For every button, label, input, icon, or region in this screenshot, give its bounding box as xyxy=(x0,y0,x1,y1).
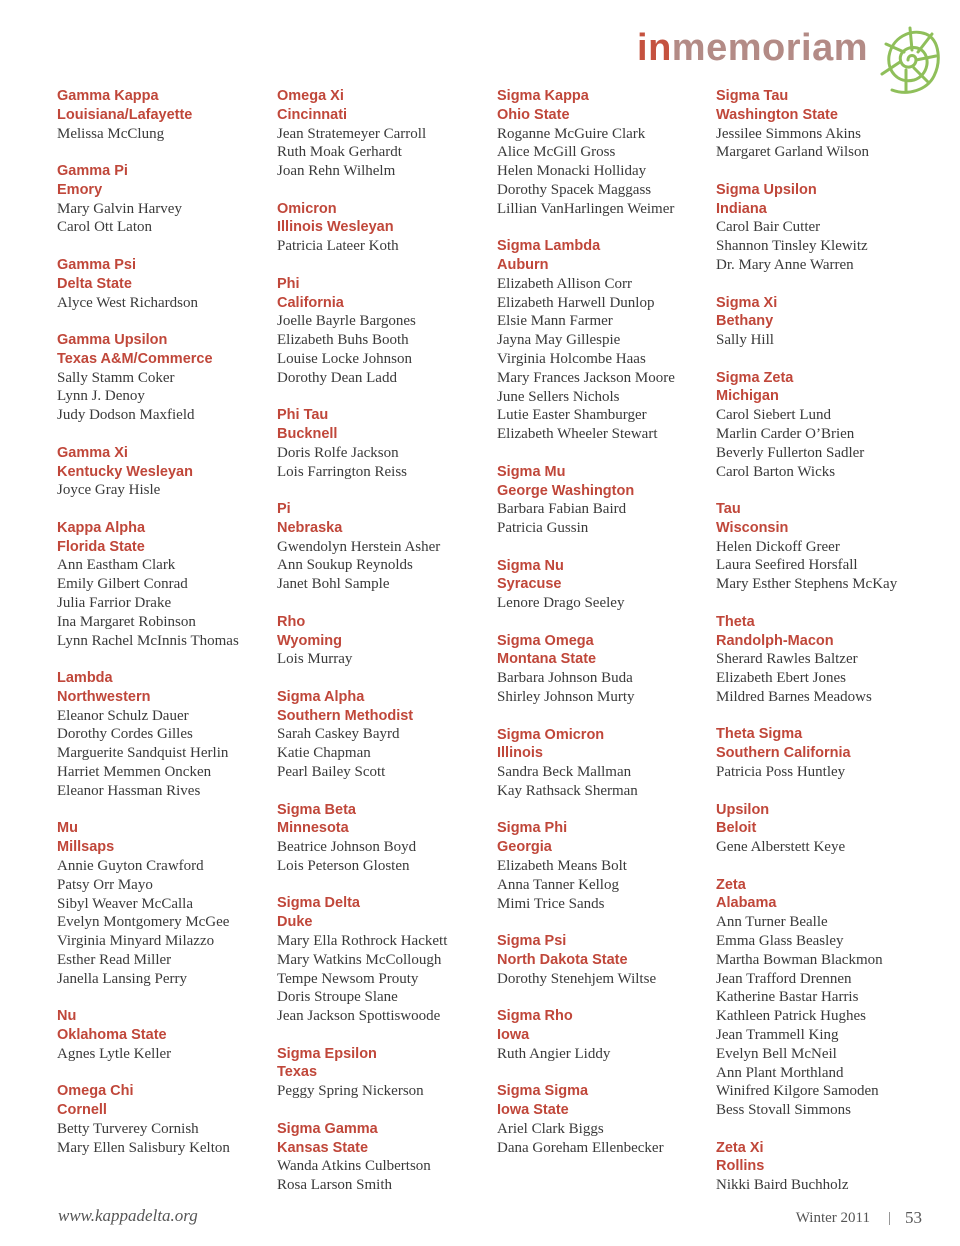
footer-issue: Winter 2011 xyxy=(795,1209,870,1226)
school-name: Texas A&M/Commerce xyxy=(57,350,213,367)
school-name: Montana State xyxy=(497,651,597,668)
chapter-name: Sigma Gamma xyxy=(277,1120,378,1137)
member-name: Elizabeth Ebert Jones xyxy=(716,670,846,687)
chapter-name: Kappa Alpha xyxy=(57,519,146,536)
member-name: Carol Barton Wicks xyxy=(716,463,836,480)
footer-website: www.kappadelta.org xyxy=(58,1206,198,1225)
member-name: Marlin Carder O’Brien xyxy=(716,426,855,443)
chapter-group xyxy=(57,819,272,988)
member-name: Laura Seefired Horsfall xyxy=(716,557,858,574)
member-name: Elizabeth Allison Corr xyxy=(497,275,632,292)
chapter-group xyxy=(716,801,931,857)
chapter-name: Omega Xi xyxy=(277,88,344,104)
title-memoriam: memoriam xyxy=(671,27,868,69)
chapter-name: Gamma Xi xyxy=(57,444,128,461)
chapter-name: Phi xyxy=(277,275,300,292)
chapter-name: Sigma Xi xyxy=(716,294,778,311)
member-name: Jean Jackson Spottiswoode xyxy=(277,1008,441,1025)
member-name: Mary Galvin Harvey xyxy=(57,200,182,217)
chapter-name: Sigma Epsilon xyxy=(277,1045,377,1062)
member-name: Shannon Tinsley Klewitz xyxy=(716,238,868,255)
chapter-name: Lambda xyxy=(57,670,113,687)
chapter-name: Sigma Upsilon xyxy=(716,181,817,198)
chapter-name: Theta xyxy=(716,613,755,630)
chapter-group xyxy=(716,369,931,482)
member-name: Lynn Rachel McInnis Thomas xyxy=(57,632,239,649)
member-name: Winifred Kilgore Samoden xyxy=(716,1083,879,1100)
chapter-group xyxy=(716,725,931,781)
member-name: Mimi Trice Sands xyxy=(497,895,605,912)
member-name: Nikki Baird Buchholz xyxy=(716,1177,849,1194)
member-name: Jean Trafford Drennen xyxy=(716,970,852,987)
member-name: Esther Read Miller xyxy=(57,951,172,968)
chapter-group xyxy=(497,237,712,444)
member-name: Janet Bohl Sample xyxy=(277,576,390,593)
member-name: Sherard Rawles Baltzer xyxy=(716,651,858,668)
school-name: George Washington xyxy=(497,482,635,499)
school-name: Georgia xyxy=(497,839,552,856)
member-name: Gwendolyn Herstein Asher xyxy=(277,538,441,555)
footer-separator: | xyxy=(887,1209,891,1226)
school-name: Indiana xyxy=(716,200,767,217)
member-name: Beatrice Johnson Boyd xyxy=(277,839,417,856)
member-name: Virginia Minyard Milazzo xyxy=(57,933,215,950)
school-name: Iowa xyxy=(497,1026,530,1043)
chapter-name: Tau xyxy=(716,501,741,518)
member-name: Lynn J. Denoy xyxy=(57,388,145,405)
chapter-name: Rho xyxy=(277,613,306,630)
chapter-name: Sigma Sigma xyxy=(497,1083,589,1100)
chapter-name: Sigma Zeta xyxy=(716,369,794,386)
member-name: Lois Peterson Glosten xyxy=(277,857,410,874)
school-name: Illinois xyxy=(497,745,543,762)
member-name: Mary Ellen Salisbury Kelton xyxy=(57,1139,230,1156)
chapter-group xyxy=(497,632,712,707)
member-name: Dorothy Stenehjem Wiltse xyxy=(497,970,657,987)
chapter-group xyxy=(277,894,492,1026)
member-name: Elsie Mann Farmer xyxy=(497,313,613,330)
memorial-column-2 xyxy=(277,87,492,1214)
school-name: Emory xyxy=(57,181,103,198)
school-name: Duke xyxy=(277,914,313,931)
member-name: Ariel Clark Biggs xyxy=(497,1120,604,1137)
member-name: Dorothy Dean Ladd xyxy=(277,369,397,386)
memorial-column-1 xyxy=(57,87,272,1176)
school-name: Southern California xyxy=(716,745,851,762)
title-in: in xyxy=(637,27,672,69)
member-name: Gene Alberstett Keye xyxy=(716,839,846,856)
chapter-group xyxy=(497,557,712,613)
chapter-name: Pi xyxy=(277,501,291,518)
member-name: Elizabeth Harwell Dunlop xyxy=(497,294,655,311)
chapter-group xyxy=(57,669,272,801)
member-name: Rosa Larson Smith xyxy=(277,1177,392,1194)
member-name: Mildred Barnes Meadows xyxy=(716,688,872,705)
chapter-name: Sigma Mu xyxy=(497,463,566,480)
member-name: Ruth Angier Liddy xyxy=(497,1045,611,1062)
member-name: Ann Eastham Clark xyxy=(57,557,176,574)
school-name: Auburn xyxy=(497,257,549,274)
school-name: Kansas State xyxy=(277,1139,369,1156)
school-name: California xyxy=(277,294,344,311)
member-name: Mary Esther Stephens McKay xyxy=(716,576,898,593)
member-name: Eleanor Hassman Rives xyxy=(57,782,201,799)
member-name: Ann Plant Morthland xyxy=(716,1064,844,1081)
chapter-group xyxy=(497,932,712,988)
member-name: Virginia Holcombe Haas xyxy=(497,351,646,368)
member-name: Sandra Beck Mallman xyxy=(497,764,632,781)
member-name: Lutie Easter Shamburger xyxy=(497,407,647,424)
member-name: Carol Siebert Lund xyxy=(716,407,831,424)
chapter-group xyxy=(497,463,712,538)
member-name: Louise Locke Johnson xyxy=(277,350,412,367)
member-name: Anna Tanner Kellog xyxy=(497,876,619,893)
school-name: Delta State xyxy=(57,275,132,292)
chapter-name: Sigma Delta xyxy=(277,895,360,912)
chapter-group xyxy=(57,331,272,425)
chapter-group xyxy=(497,1007,712,1063)
chapter-name: Sigma Tau xyxy=(716,88,789,104)
member-name: Jayna May Gillespie xyxy=(497,332,621,349)
member-name: Sibyl Weaver McCalla xyxy=(57,895,193,912)
member-name: Dr. Mary Anne Warren xyxy=(716,257,854,274)
chapter-group xyxy=(716,1139,931,1195)
member-name: Bess Stovall Simmons xyxy=(716,1102,852,1119)
chapter-group xyxy=(716,294,931,350)
chapter-name: Sigma Omega xyxy=(497,632,594,649)
member-name: Wanda Atkins Culbertson xyxy=(277,1158,431,1175)
member-name: Judy Dodson Maxfield xyxy=(57,407,195,424)
school-name: Cornell xyxy=(57,1102,107,1119)
chapter-name: Sigma Lambda xyxy=(497,238,601,255)
member-name: Barbara Fabian Baird xyxy=(497,501,627,518)
chapter-group xyxy=(57,1082,272,1157)
member-name: Dorothy Cordes Gilles xyxy=(57,726,193,743)
chapter-group xyxy=(497,1082,712,1157)
chapter-group xyxy=(716,500,931,594)
member-name: Mary Ella Rothrock Hackett xyxy=(277,932,448,949)
footer-issue-info xyxy=(796,1208,922,1228)
member-name: June Sellers Nichols xyxy=(497,388,620,405)
chapter-name: Sigma Omicron xyxy=(497,726,605,743)
school-name: Iowa State xyxy=(497,1102,569,1119)
chapter-name: Sigma Nu xyxy=(497,557,564,574)
member-name: Jean Stratemeyer Carroll xyxy=(277,125,427,142)
chapter-group xyxy=(277,275,492,388)
school-name: Rollins xyxy=(716,1158,765,1175)
member-name: Tempe Newsom Prouty xyxy=(277,970,419,987)
school-name: Wyoming xyxy=(277,632,342,649)
member-name: Patricia Lateer Koth xyxy=(277,238,399,255)
page-number: 53 xyxy=(905,1208,922,1227)
school-name: Beloit xyxy=(716,820,757,837)
school-name: Minnesota xyxy=(277,820,349,837)
member-name: Ruth Moak Gerhardt xyxy=(277,144,402,161)
chapter-name: Gamma Upsilon xyxy=(57,332,168,349)
school-name: Bucknell xyxy=(277,426,338,443)
school-name: Cincinnati xyxy=(277,106,348,123)
member-name: Doris Stroupe Slane xyxy=(277,989,398,1006)
chapter-name: Sigma Beta xyxy=(277,801,356,818)
member-name: Ina Margaret Robinson xyxy=(57,613,196,630)
member-name: Margaret Garland Wilson xyxy=(716,144,869,161)
member-name: Katie Chapman xyxy=(277,745,371,762)
member-name: Annie Guyton Crawford xyxy=(57,857,204,874)
member-name: Eleanor Schulz Dauer xyxy=(57,707,189,724)
member-name: Melissa McClung xyxy=(57,125,165,142)
school-name: Bethany xyxy=(716,313,774,330)
member-name: Katherine Bastar Harris xyxy=(716,989,859,1006)
school-name: Wisconsin xyxy=(716,519,789,536)
member-name: Lois Murray xyxy=(277,651,353,668)
chapter-group xyxy=(277,500,492,594)
chapter-group xyxy=(57,256,272,312)
member-name: Ann Turner Bealle xyxy=(716,914,828,931)
memorial-column-4 xyxy=(716,87,931,1214)
member-name: Carol Bair Cutter xyxy=(716,219,821,236)
member-name: Joelle Bayrle Bargones xyxy=(277,313,416,330)
chapter-name: Phi Tau xyxy=(277,407,329,424)
member-name: Betty Turverey Cornish xyxy=(57,1120,199,1137)
chapter-name: Sigma Rho xyxy=(497,1008,573,1025)
member-name: Barbara Johnson Buda xyxy=(497,670,633,687)
school-name: Ohio State xyxy=(497,106,570,123)
chapter-group xyxy=(716,613,931,707)
chapter-group xyxy=(57,162,272,237)
member-name: Helen Dickoff Greer xyxy=(716,538,840,555)
chapter-group xyxy=(277,200,492,256)
member-name: Sally Stamm Coker xyxy=(57,369,175,386)
member-name: Alyce West Richardson xyxy=(57,294,198,311)
school-name: Illinois Wesleyan xyxy=(277,219,394,236)
member-name: Helen Monacki Holliday xyxy=(497,163,647,180)
member-name: Mary Watkins McCollough xyxy=(277,951,442,968)
member-name: Joan Rehn Wilhelm xyxy=(277,163,396,180)
chapter-group xyxy=(497,726,712,801)
school-name: Nebraska xyxy=(277,519,343,536)
chapter-group xyxy=(277,1045,492,1101)
chapter-group xyxy=(57,1007,272,1063)
chapter-name: Sigma Phi xyxy=(497,820,568,837)
school-name: Washington State xyxy=(716,106,838,123)
chapter-name: Gamma Psi xyxy=(57,256,136,273)
member-name: Lois Farrington Reiss xyxy=(277,463,407,480)
member-name: Dorothy Spacek Maggass xyxy=(497,181,652,198)
member-name: Emma Glass Beasley xyxy=(716,932,844,949)
member-name: Evelyn Bell McNeil xyxy=(716,1045,837,1062)
chapter-name: Sigma Alpha xyxy=(277,688,365,705)
chapter-group xyxy=(277,1120,492,1195)
school-name: Randolph-Macon xyxy=(716,632,834,649)
chapter-name: Gamma Pi xyxy=(57,163,128,180)
school-name: Alabama xyxy=(716,895,777,912)
member-name: Dana Goreham Ellenbecker xyxy=(497,1139,664,1156)
member-name: Elizabeth Buhs Booth xyxy=(277,332,409,349)
chapter-name: Sigma Kappa xyxy=(497,88,589,104)
school-name: Louisiana/Lafayette xyxy=(57,106,193,123)
member-name: Carol Ott Laton xyxy=(57,219,152,236)
member-name: Patricia Poss Huntley xyxy=(716,764,846,781)
member-name: Elizabeth Wheeler Stewart xyxy=(497,426,658,443)
member-name: Marguerite Sandquist Herlin xyxy=(57,745,229,762)
school-name: Michigan xyxy=(716,388,779,405)
member-name: Evelyn Montgomery McGee xyxy=(57,914,230,931)
chapter-group xyxy=(277,688,492,782)
chapter-group xyxy=(716,181,931,275)
member-name: Martha Bowman Blackmon xyxy=(716,951,883,968)
member-name: Roganne McGuire Clark xyxy=(497,125,646,142)
chapter-group xyxy=(497,819,712,913)
chapter-name: Omega Chi xyxy=(57,1083,134,1100)
page-title xyxy=(637,26,868,70)
member-name: Kathleen Patrick Hughes xyxy=(716,1008,866,1025)
school-name: North Dakota State xyxy=(497,951,628,968)
chapter-name: Gamma Kappa xyxy=(57,88,159,104)
chapter-name: Theta Sigma xyxy=(716,726,803,743)
member-name: Julia Farrior Drake xyxy=(57,594,172,611)
chapter-name: Sigma Psi xyxy=(497,933,567,950)
member-name: Shirley Johnson Murty xyxy=(497,689,635,706)
member-name: Joyce Gray Hisle xyxy=(57,482,161,499)
member-name: Agnes Lytle Keller xyxy=(57,1045,172,1062)
member-name: Patricia Gussin xyxy=(497,520,589,537)
member-name: Alice McGill Gross xyxy=(497,144,616,161)
member-name: Kay Rathsack Sherman xyxy=(497,782,638,799)
school-name: Millsaps xyxy=(57,839,115,856)
member-name: Jean Trammell King xyxy=(716,1026,839,1043)
chapter-group xyxy=(277,801,492,876)
chapter-group xyxy=(57,444,272,500)
chapter-name: Omicron xyxy=(277,200,337,217)
memorial-column-3 xyxy=(497,87,712,1176)
member-name: Peggy Spring Nickerson xyxy=(277,1083,424,1100)
member-name: Sarah Caskey Bayrd xyxy=(277,726,400,743)
member-name: Harriet Memmen Oncken xyxy=(57,764,212,781)
chapter-group xyxy=(497,87,712,219)
chapter-name: Mu xyxy=(57,820,78,837)
school-name: Texas xyxy=(277,1064,318,1081)
school-name: Kentucky Wesleyan xyxy=(57,463,193,480)
member-name: Pearl Bailey Scott xyxy=(277,764,386,781)
member-name: Sally Hill xyxy=(716,332,774,349)
member-name: Mary Frances Jackson Moore xyxy=(497,369,675,386)
school-name: Northwestern xyxy=(57,688,151,705)
chapter-group xyxy=(277,613,492,669)
member-name: Beverly Fullerton Sadler xyxy=(716,444,865,461)
member-name: Elizabeth Means Bolt xyxy=(497,858,627,875)
member-name: Emily Gilbert Conrad xyxy=(57,576,188,593)
member-name: Patsy Orr Mayo xyxy=(57,876,153,893)
chapter-group xyxy=(277,406,492,481)
member-name: Doris Rolfe Jackson xyxy=(277,444,399,461)
chapter-name: Zeta Xi xyxy=(716,1139,764,1156)
chapter-group xyxy=(716,876,931,1120)
chapter-name: Upsilon xyxy=(716,801,770,818)
chapter-group xyxy=(716,87,931,162)
school-name: Oklahoma State xyxy=(57,1026,167,1043)
chapter-name: Nu xyxy=(57,1008,77,1025)
member-name: Lenore Drago Seeley xyxy=(497,595,625,612)
chapter-group xyxy=(277,87,492,181)
member-name: Lillian VanHarlingen Weimer xyxy=(497,200,675,217)
school-name: Florida State xyxy=(57,538,145,555)
chapter-name: Zeta xyxy=(716,876,746,893)
school-name: Southern Methodist xyxy=(277,707,414,724)
member-name: Ann Soukup Reynolds xyxy=(277,557,413,574)
chapter-group xyxy=(57,519,272,651)
member-name: Janella Lansing Perry xyxy=(57,970,187,987)
school-name: Syracuse xyxy=(497,576,562,593)
chapter-group xyxy=(57,87,272,143)
member-name: Jessilee Simmons Akins xyxy=(716,125,862,142)
